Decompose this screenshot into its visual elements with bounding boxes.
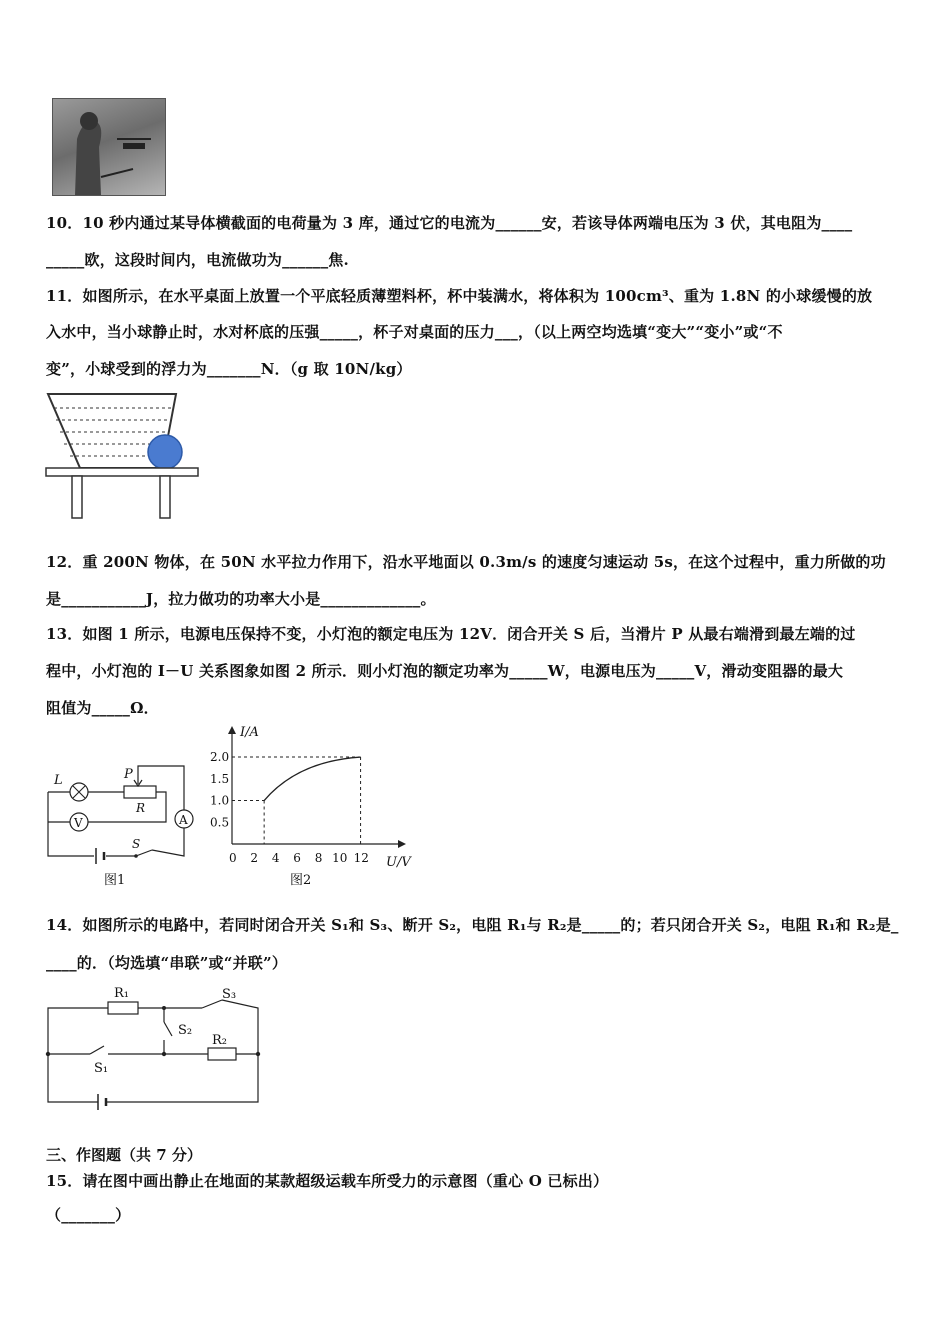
y-tick-label: 2.0 bbox=[210, 750, 230, 765]
y-axis-arrow bbox=[228, 726, 236, 734]
table-top bbox=[46, 468, 198, 476]
label-V: V bbox=[74, 816, 83, 830]
y-tick-label: 1.5 bbox=[210, 771, 230, 786]
q13-line1: 13．如图 1 所示，电源电压保持不变，小灯泡的额定电压为 12V．闭合开关 S 后，当滑片 P 从最右端滑到最左端的过 bbox=[46, 625, 856, 643]
x-tick-label: 4 bbox=[271, 851, 280, 865]
q13-line3: 阻值为_____Ω． bbox=[46, 699, 159, 717]
x-tick-label: 12 bbox=[353, 851, 369, 865]
x-axis-arrow bbox=[398, 840, 406, 848]
x-axis-label: U/V bbox=[386, 855, 411, 870]
q12-line1: 12．重 200N 物体，在 50N 水平拉力作用下，沿水平地面以 0.3m/s 的速度匀速运动 5s，在这个过程中，重力所做的功 bbox=[46, 553, 886, 571]
guide-lines bbox=[232, 757, 361, 844]
q10-line2: _____欧，这段时间内，电流做功为______焦. bbox=[46, 251, 349, 269]
y-axis-label: I/A bbox=[240, 725, 259, 740]
label-R: R bbox=[136, 801, 146, 815]
x-tick-labels bbox=[229, 851, 369, 865]
label-S: S bbox=[132, 837, 141, 851]
label-R2: R₂ bbox=[212, 1033, 227, 1048]
label-S2: S₂ bbox=[178, 1023, 193, 1038]
q14-line2: ____的．（均选填“串联”或“并联”） bbox=[46, 954, 288, 972]
drone-photo-art bbox=[53, 99, 165, 195]
rheostat-R bbox=[124, 786, 156, 798]
q10-line1: 10．10 秒内通过某导体横截面的电荷量为 3 库，通过它的电流为______安，若该导体两端电压为 3 伏，其电阻为____ bbox=[46, 214, 853, 232]
y-tick-label: 0.5 bbox=[210, 815, 230, 830]
x-tick-label: 6 bbox=[293, 851, 301, 865]
iu-chart bbox=[206, 725, 411, 888]
label-L: L bbox=[54, 773, 63, 788]
label-A: A bbox=[179, 813, 188, 827]
q11-line2: 入水中，当小球静止时，水对杯底的压强_____，杯子对桌面的压力___，（以上两空均选填“变大”“变小”或“不 bbox=[46, 323, 783, 341]
label-S1: S₁ bbox=[94, 1061, 109, 1076]
q14-circuit-figure bbox=[44, 984, 274, 1114]
q15-line1: 15．请在图中画出静止在地面的某款超级运载车所受力的示意图（重心 O 已标出） bbox=[46, 1172, 609, 1190]
table-leg-left bbox=[72, 476, 82, 518]
y-tick-labels bbox=[210, 750, 229, 829]
q14-line1: 14．如图所示的电路中，若同时闭合开关 S₁和 S₃、断开 S₂，电阻 R₁与 R₂是_____的；若只闭合开关 S₂，电阻 R₁和 R₂是_ bbox=[46, 916, 899, 934]
q13-line2: 程中，小灯泡的 I－U 关系图象如图 2 所示．则小灯泡的额定功率为_____W，电源电压为_____V，滑动变阻器的最大 bbox=[46, 662, 844, 680]
q15-line2: （_______） bbox=[46, 1206, 131, 1224]
resistor-R1 bbox=[108, 1002, 138, 1014]
iu-curve bbox=[264, 757, 360, 800]
fig1-caption: 图1 bbox=[104, 873, 126, 888]
label-R1: R₁ bbox=[114, 986, 129, 1001]
fig2-caption: 图2 bbox=[290, 873, 312, 888]
resistor-R2 bbox=[208, 1048, 236, 1060]
q12-line2: 是___________J，拉力做功的功率大小是_____________。 bbox=[46, 590, 436, 608]
ball bbox=[148, 435, 182, 469]
q13-circuit-figure bbox=[40, 752, 220, 892]
drone-photo bbox=[52, 98, 166, 196]
slider-arrow bbox=[134, 774, 142, 786]
x-tick-label: 8 bbox=[314, 851, 323, 865]
q11-line1: 11．如图所示，在水平桌面上放置一个平底轻质薄塑料杯，杯中装满水，将体积为 100cm³、重为 1.8N 的小球缓慢的放 bbox=[46, 287, 873, 305]
y-tick-label: 1.0 bbox=[210, 793, 230, 808]
section3-title: 三、作图题（共 7 分） bbox=[46, 1146, 202, 1164]
table-leg-right bbox=[160, 476, 170, 518]
label-S3: S₃ bbox=[222, 987, 237, 1002]
x-tick-label: 10 bbox=[332, 851, 348, 865]
cup-table-figure bbox=[44, 390, 204, 520]
x-tick-label: 2 bbox=[250, 851, 259, 865]
q11-line3: 变”，小球受到的浮力为_______N．（g 取 10N/kg） bbox=[46, 360, 412, 378]
x-tick-label: 0 bbox=[229, 851, 237, 865]
label-P: P bbox=[124, 767, 133, 782]
